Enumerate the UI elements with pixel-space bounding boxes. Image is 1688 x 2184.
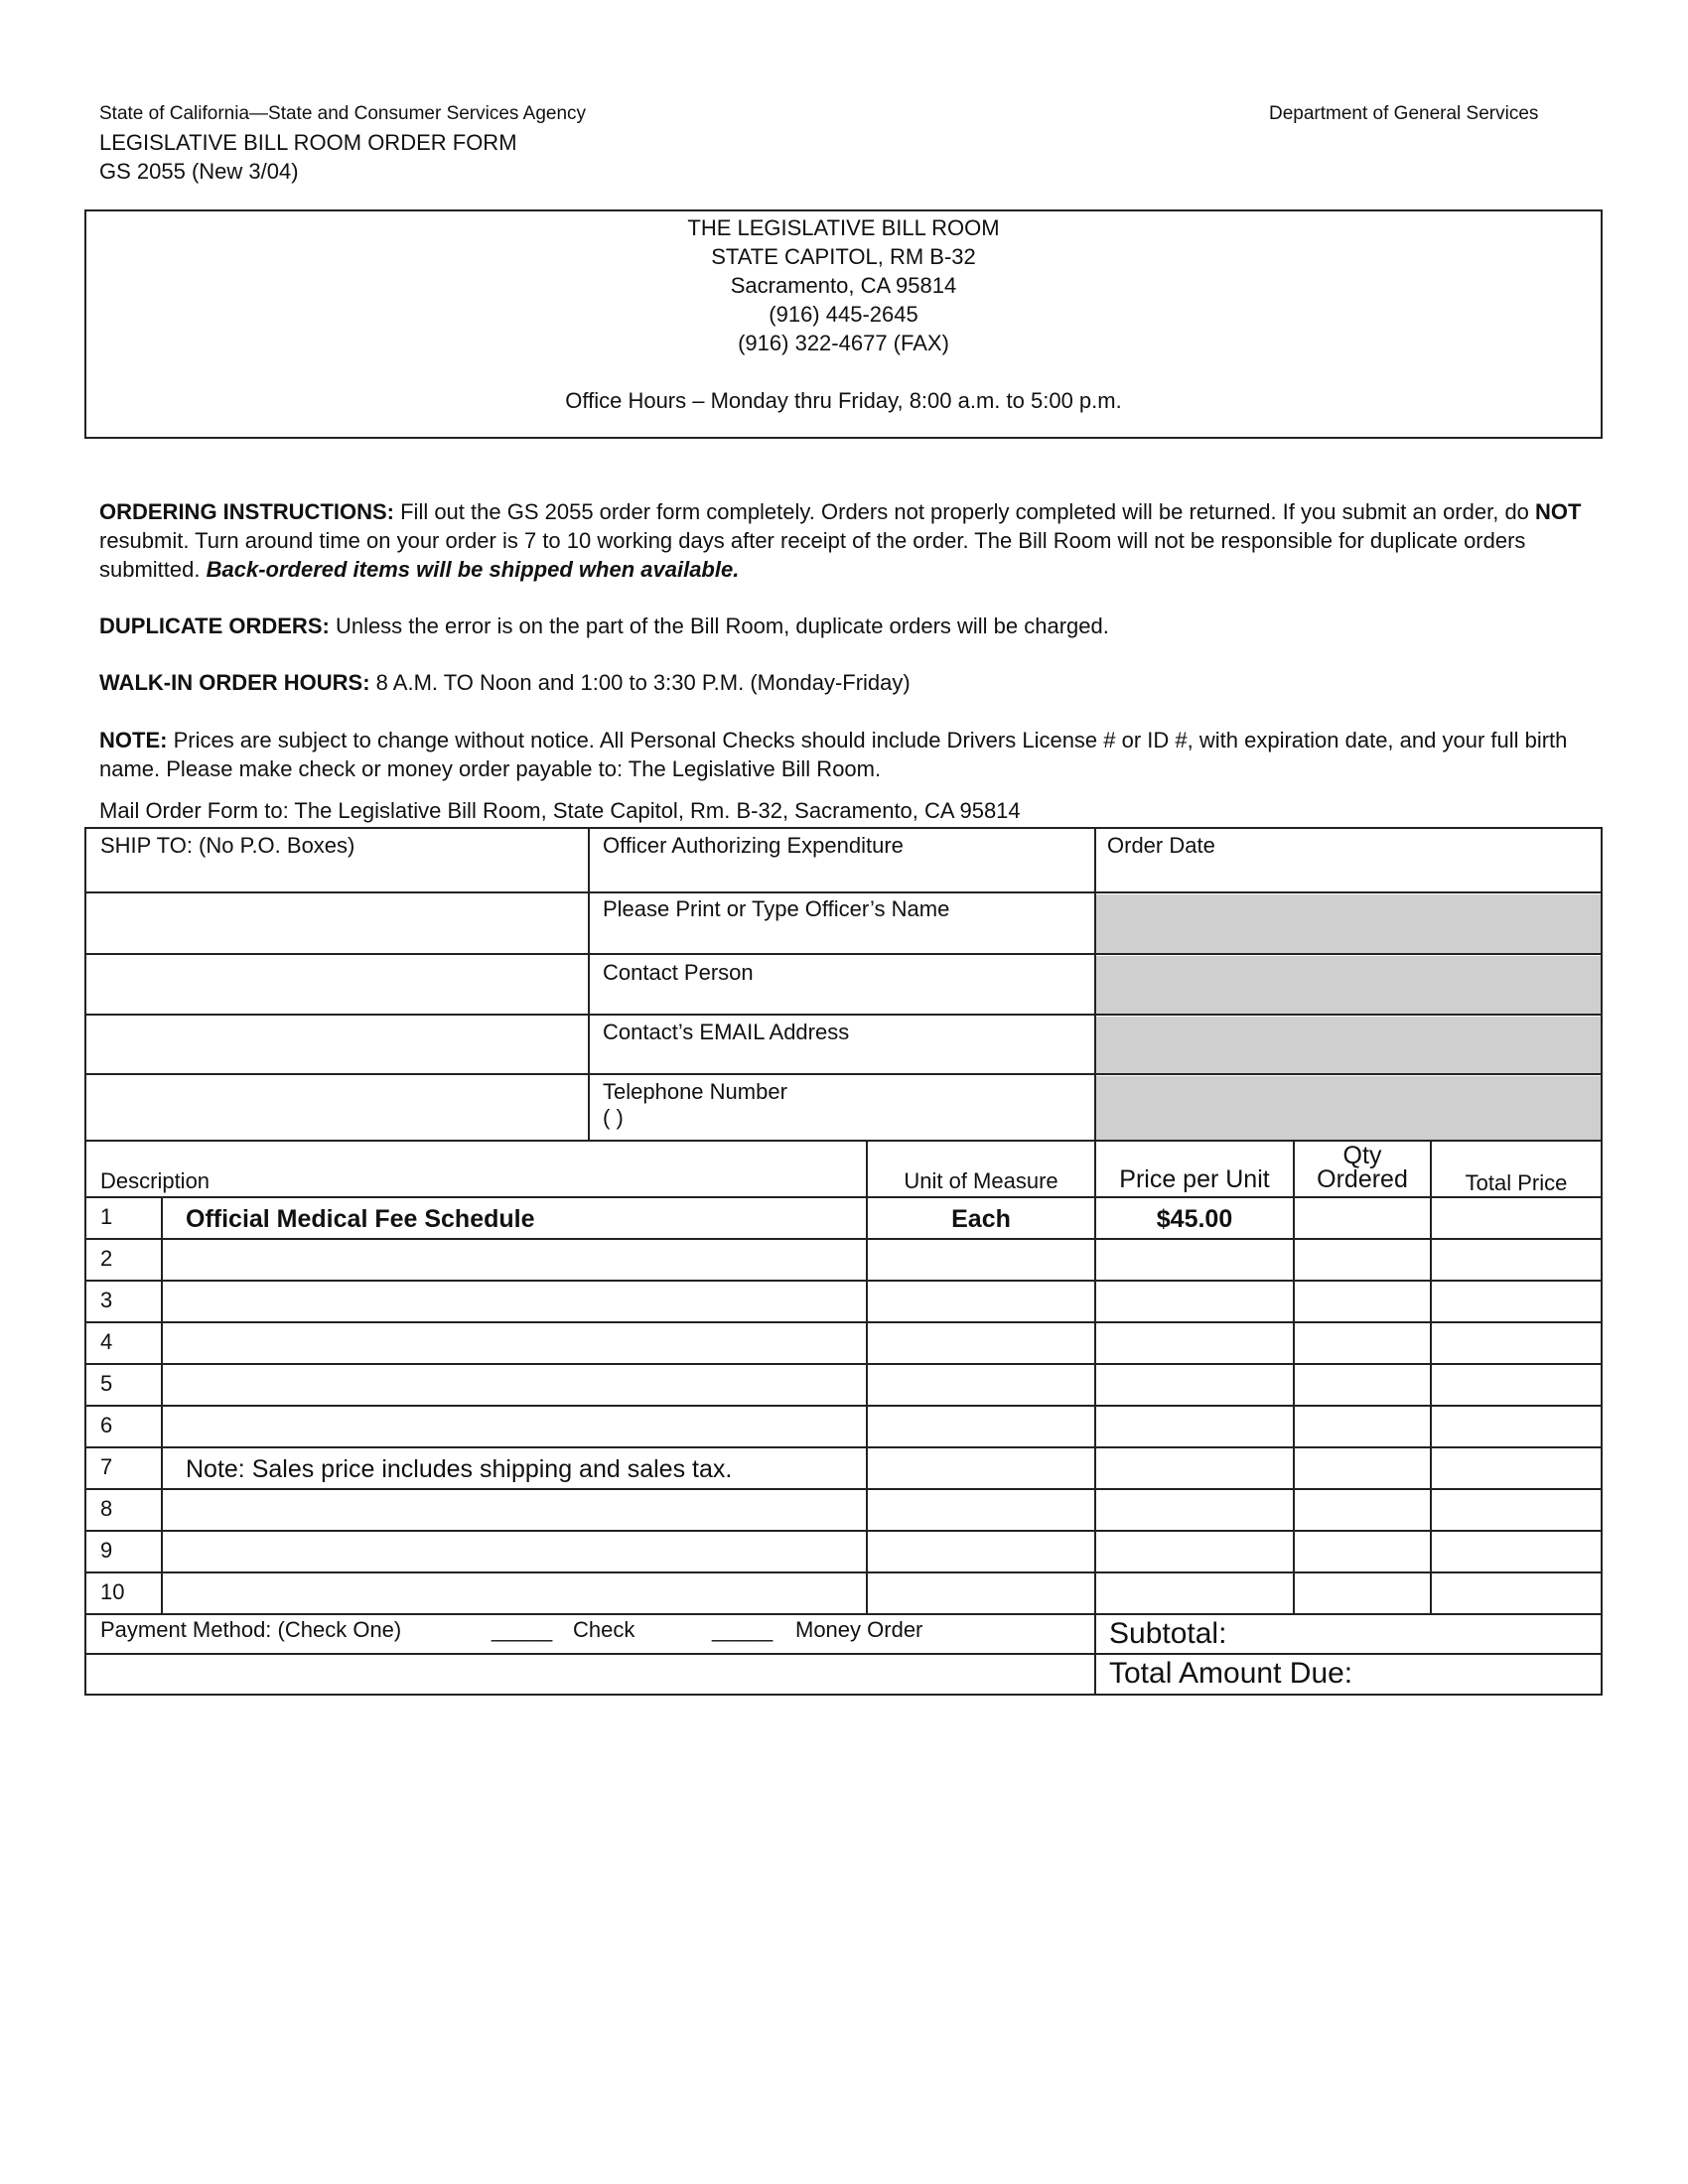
mail-order-address: Mail Order Form to: The Legislative Bill Room, State Capitol, Rm. B-32, Sacramento, CA 95814 <box>99 798 1021 823</box>
contact-email-label: Contact’s EMAIL Address <box>603 1020 850 1044</box>
row-number: 5 <box>100 1371 113 1396</box>
note-paragraph <box>99 726 1599 783</box>
row-number: 9 <box>100 1538 113 1563</box>
payment-method-label: Payment Method: (Check One) <box>100 1617 402 1642</box>
col-description: Description <box>100 1168 211 1193</box>
sales-price-note: Note: Sales price includes shipping and sales tax. <box>186 1455 733 1483</box>
department-name: Department of General Services <box>1269 103 1539 124</box>
col-price-per-unit: Price per Unit <box>1119 1165 1270 1193</box>
note-text: Prices are subject to change without notice. All Personal Checks should include Drivers License # or ID #, with expiration date, and your full birth name. Please make check or money order payable to: The Legislative Bill Room. <box>99 728 1568 781</box>
shaded-cell <box>1096 1017 1601 1073</box>
office-hours: Office Hours – Monday thru Friday, 8:00 a.m. to 5:00 p.m. <box>565 388 1122 413</box>
row-number: 2 <box>100 1246 113 1271</box>
agency-name: State of California—State and Consumer Services Agency <box>99 103 587 124</box>
row-number: 10 <box>100 1579 125 1604</box>
col-qty-line1: Qty <box>1342 1142 1382 1169</box>
check-blank[interactable]: _____ <box>492 1617 553 1642</box>
col-qty-line2: Ordered <box>1317 1165 1408 1193</box>
bill-room-location: STATE CAPITOL, RM B-32 <box>711 244 976 269</box>
duplicate-orders-text: Unless the error is on the part of the Bill Room, duplicate orders will be charged. <box>329 614 1109 638</box>
order-form-table <box>84 827 1603 1696</box>
ordering-instructions-label: ORDERING INSTRUCTIONS: <box>99 499 394 524</box>
col-unit-of-measure: Unit of Measure <box>904 1168 1058 1193</box>
telephone-area-code: ( ) <box>603 1105 624 1130</box>
item-price: $45.00 <box>1156 1205 1233 1233</box>
officer-name-label: Please Print or Type Officer’s Name <box>603 896 950 921</box>
row-number: 3 <box>100 1288 113 1312</box>
walkin-hours-label: WALK-IN ORDER HOURS: <box>99 670 370 695</box>
bill-room-city: Sacramento, CA 95814 <box>730 273 957 298</box>
item-unit: Each <box>951 1205 1011 1233</box>
check-option-label: Check <box>573 1617 635 1642</box>
walkin-hours <box>99 668 1599 697</box>
bill-room-fax: (916) 322-4677 (FAX) <box>738 331 949 355</box>
row-number: 6 <box>100 1413 113 1437</box>
ordering-text-2: resubmit. Turn around time on your order is 7 to 10 working days after receipt of the order. The Bill Room will not be responsible for duplicate orders submitted. <box>99 528 1526 582</box>
col-total-price: Total Price <box>1465 1170 1568 1195</box>
form-number: GS 2055 (New 3/04) <box>99 159 299 184</box>
money-order-option-label: Money Order <box>795 1617 923 1642</box>
telephone-label: Telephone Number <box>603 1079 787 1104</box>
ship-to-label: SHIP TO: (No P.O. Boxes) <box>100 833 355 858</box>
item-description: Official Medical Fee Schedule <box>186 1205 535 1233</box>
row-number: 4 <box>100 1329 113 1354</box>
total-amount-due-label: Total Amount Due: <box>1109 1657 1353 1690</box>
contact-person-label: Contact Person <box>603 960 754 985</box>
ordering-instructions <box>99 497 1599 584</box>
walkin-hours-text: 8 A.M. TO Noon and 1:00 to 3:30 P.M. (Monday-Friday) <box>369 670 911 695</box>
form-header <box>99 99 586 186</box>
bill-room-address-box <box>84 209 1603 439</box>
duplicate-orders <box>99 612 1599 640</box>
row-number: 7 <box>100 1454 113 1479</box>
subtotal-label: Subtotal: <box>1109 1617 1227 1650</box>
order-date-label: Order Date <box>1107 833 1215 858</box>
backorder-note: Back-ordered items will be shipped when available. <box>206 557 740 582</box>
money-order-blank[interactable]: _____ <box>712 1617 774 1642</box>
officer-authorizing-label: Officer Authorizing Expenditure <box>603 833 904 858</box>
ordering-not: NOT <box>1535 499 1582 524</box>
ordering-text-1: Fill out the GS 2055 order form completely. Orders not properly completed will be returned. If you submit an order, do <box>394 499 1536 524</box>
shaded-cell <box>1096 894 1601 953</box>
bill-room-name: THE LEGISLATIVE BILL ROOM <box>687 215 1000 240</box>
row-number: 8 <box>100 1496 113 1521</box>
shaded-cell <box>1096 956 1601 1014</box>
duplicate-orders-label: DUPLICATE ORDERS: <box>99 614 330 638</box>
row-number: 1 <box>100 1204 113 1229</box>
shaded-cell <box>1096 1076 1601 1142</box>
bill-room-phone: (916) 445-2645 <box>769 302 918 327</box>
note-label: NOTE: <box>99 728 168 752</box>
form-title: LEGISLATIVE BILL ROOM ORDER FORM <box>99 130 517 155</box>
